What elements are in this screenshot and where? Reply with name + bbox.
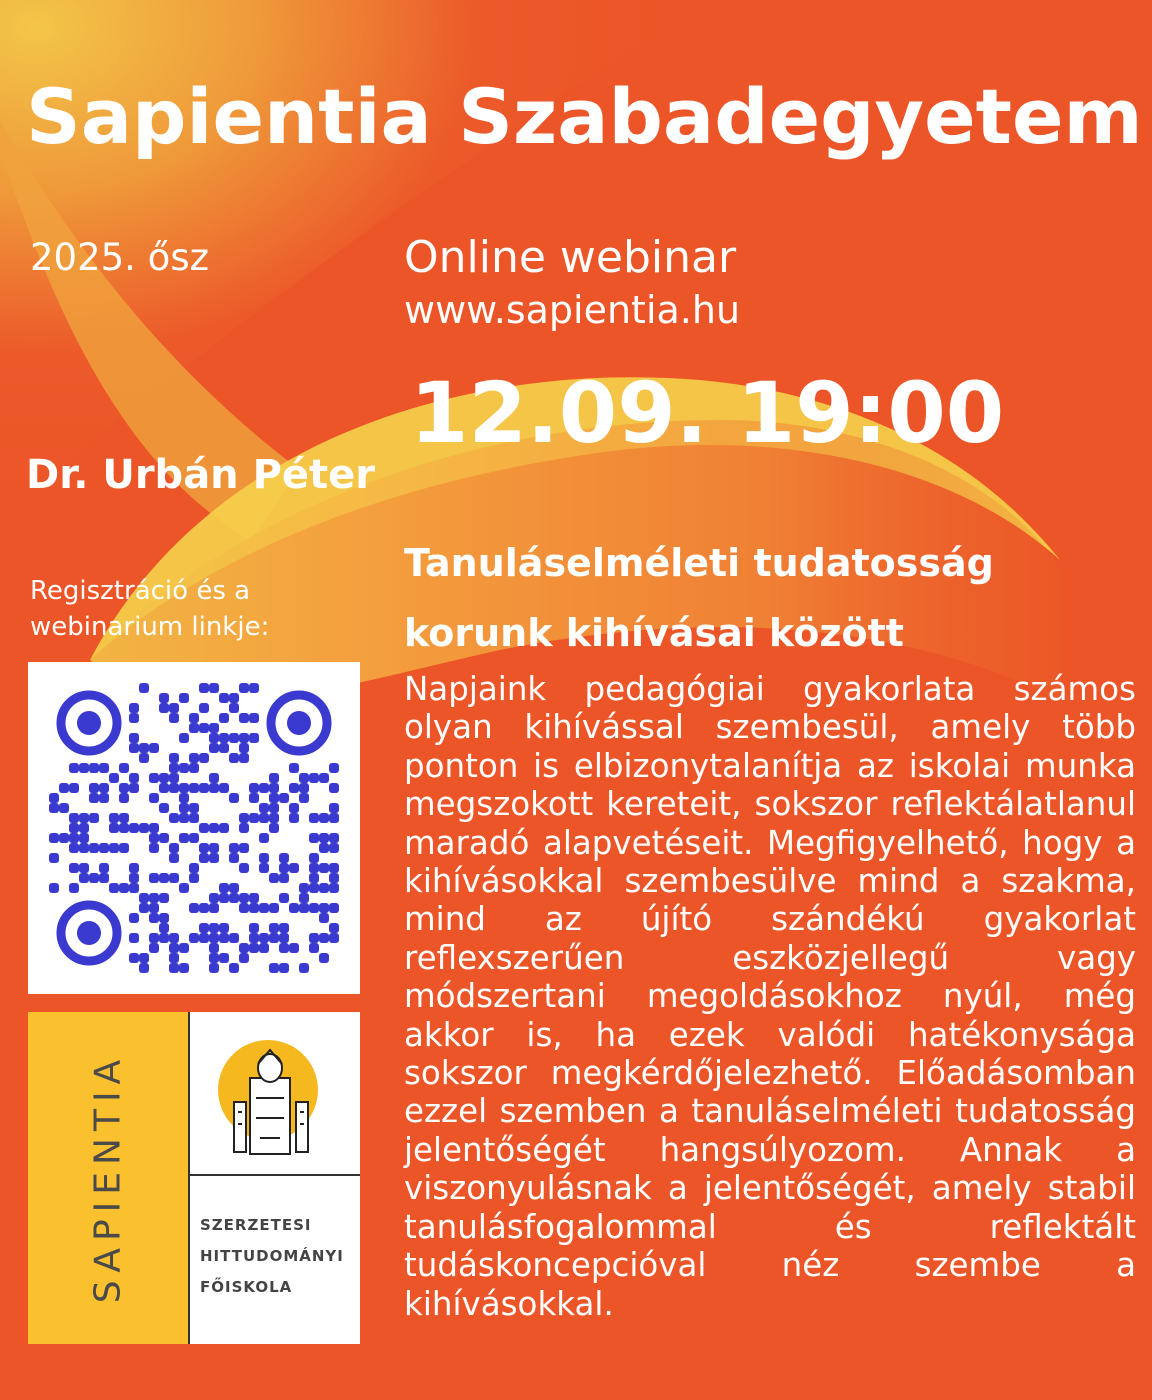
qr-module [99, 793, 109, 803]
qr-module [139, 743, 149, 753]
qr-module [219, 743, 229, 753]
qr-module [159, 913, 169, 923]
lecture-abstract: Napjaink pedagógiai gyakorlata számos olyan kihívással szembesül, amely több ponton is elbizonytalanítja az iskolai munka megszokott kereteit, sokszor reflektálatlanul maradó alapvetéseit. Megfigyelhető, hogy a kihívásokkal szembesülve mind a szakma, mind az újító szándékú gyakorlat reflexszerűen eszközjellegű vagy módszertani megoldásokhoz nyúl, még akkor is, ha ezek valódi hatékonysága sokszor megkérdőjelezhető. Előadásomban ezzel szemben a tanuláselméleti tudatosság jelentőségét hangsúlyozom. Annak a viszonyulásnak a jelentőségét, amely stabil tanulásfogalommal és reflektált tudáskoncepcióval néz szembe a kihívásokkal. [404, 670, 1136, 1323]
qr-module [229, 843, 239, 853]
event-format: Online webinar [404, 232, 737, 283]
qr-module [199, 823, 209, 833]
logo-divider-horizontal [188, 1174, 360, 1176]
qr-module [209, 843, 219, 853]
qr-module [209, 943, 219, 953]
qr-module [79, 763, 89, 773]
qr-module [69, 843, 79, 853]
qr-module [269, 873, 279, 883]
qr-module [229, 963, 239, 973]
page-title: Sapientia Szabadegyetem [26, 72, 1143, 161]
qr-module [159, 893, 169, 903]
qr-module [119, 823, 129, 833]
qr-module [329, 863, 339, 873]
qr-module [99, 843, 109, 853]
qr-module [99, 863, 109, 873]
qr-module [259, 863, 269, 873]
qr-module [179, 963, 189, 973]
qr-module [59, 803, 69, 813]
qr-module [189, 873, 199, 883]
qr-module [139, 893, 149, 903]
qr-module [49, 883, 59, 893]
qr-module [279, 863, 289, 873]
qr-module [189, 753, 199, 763]
speaker-name: Dr. Urbán Péter [26, 452, 376, 498]
website-link[interactable]: www.sapientia.hu [404, 288, 741, 332]
qr-module [159, 693, 169, 703]
qr-module [149, 843, 159, 853]
qr-module [319, 883, 329, 893]
qr-module [179, 943, 189, 953]
qr-module [249, 933, 259, 943]
qr-module [239, 713, 249, 723]
qr-module [139, 903, 149, 913]
qr-module [279, 873, 289, 883]
qr-module [89, 793, 99, 803]
qr-module [89, 843, 99, 853]
qr-module [209, 853, 219, 863]
qr-module [69, 863, 79, 873]
qr-module [209, 723, 219, 733]
qr-module [169, 853, 179, 863]
qr-module [239, 843, 249, 853]
qr-module [209, 773, 219, 783]
qr-module [109, 813, 119, 823]
saint-emblem-icon [216, 1028, 336, 1168]
qr-module [199, 923, 209, 933]
qr-module [199, 703, 209, 713]
qr-module [229, 693, 239, 703]
qr-module [169, 873, 179, 883]
qr-module [129, 823, 139, 833]
qr-module [129, 713, 139, 723]
qr-module [199, 843, 209, 853]
qr-module [189, 713, 199, 723]
qr-module [329, 933, 339, 943]
qr-module [279, 793, 289, 803]
qr-module [329, 903, 339, 913]
qr-module [89, 783, 99, 793]
qr-module [309, 873, 319, 883]
qr-module [319, 933, 329, 943]
qr-module [209, 683, 219, 693]
qr-module [49, 803, 59, 813]
qr-module [89, 763, 99, 773]
qr-module [269, 903, 279, 913]
qr-module [269, 783, 279, 793]
qr-module [209, 893, 219, 903]
qr-module [179, 833, 189, 843]
qr-module [259, 813, 269, 823]
qr-module [329, 803, 339, 813]
qr-module [169, 953, 179, 963]
qr-module [159, 923, 169, 933]
qr-module [169, 763, 179, 773]
qr-module [149, 823, 159, 833]
qr-module [129, 863, 139, 873]
qr-module [69, 763, 79, 773]
qr-module [299, 793, 309, 803]
qr-module [179, 813, 189, 823]
qr-module [79, 833, 89, 843]
qr-module [249, 813, 259, 823]
qr-module [289, 803, 299, 813]
qr-module [239, 683, 249, 693]
qr-module [209, 923, 219, 933]
qr-module [319, 863, 329, 873]
qr-module [219, 953, 229, 963]
logo-yellow-panel [28, 1012, 188, 1344]
qr-module [59, 833, 69, 843]
qr-module [159, 783, 169, 793]
qr-module [109, 823, 119, 833]
qr-module [179, 763, 189, 773]
qr-module [299, 903, 309, 913]
qr-module [239, 733, 249, 743]
qr-module [99, 873, 109, 883]
qr-module [89, 813, 99, 823]
qr-module [309, 883, 319, 893]
qr-module [179, 693, 189, 703]
qr-module [79, 813, 89, 823]
qr-module [229, 853, 239, 863]
semester-label: 2025. ősz [30, 236, 210, 279]
qr-module [179, 883, 189, 893]
qr-module [269, 823, 279, 833]
qr-module [169, 783, 179, 793]
qr-module [129, 933, 139, 943]
qr-module [209, 933, 219, 943]
qr-module [239, 943, 249, 953]
qr-module [259, 803, 269, 813]
qr-module [319, 903, 329, 913]
logo-divider [188, 1012, 190, 1344]
qr-module [309, 903, 319, 913]
qr-module [189, 783, 199, 793]
qr-module [309, 833, 319, 843]
qr-module [269, 963, 279, 973]
qr-module [49, 853, 59, 863]
qr-module [219, 823, 229, 833]
qr-module [309, 853, 319, 863]
qr-module [319, 843, 329, 853]
qr-module [169, 753, 179, 763]
qr-module [239, 753, 249, 763]
qr-module [179, 803, 189, 813]
qr-module [179, 733, 189, 743]
qr-module [289, 903, 299, 913]
qr-module [329, 883, 339, 893]
qr-module [239, 903, 249, 913]
qr-module [209, 783, 219, 793]
qr-module [329, 813, 339, 823]
qr-module [139, 963, 149, 973]
qr-module [269, 793, 279, 803]
qr-module [129, 743, 139, 753]
qr-module [189, 723, 199, 733]
qr-module [239, 953, 249, 963]
qr-module [309, 813, 319, 823]
qr-module [99, 763, 109, 773]
qr-module [199, 933, 209, 943]
qr-module [189, 933, 199, 943]
qr-module [239, 823, 249, 833]
qr-module [279, 923, 289, 933]
qr-module [159, 933, 169, 943]
qr-module [199, 723, 209, 733]
qr-module [219, 923, 229, 933]
qr-module [139, 683, 149, 693]
qr-module [319, 773, 329, 783]
qr-module [159, 703, 169, 713]
qr-module [279, 963, 289, 973]
qr-module [129, 883, 139, 893]
qr-module [169, 703, 179, 713]
qr-module [189, 803, 199, 813]
qr-module [229, 933, 239, 943]
qr-module [219, 733, 229, 743]
qr-module [249, 783, 259, 793]
qr-module [69, 823, 79, 833]
qr-module [69, 833, 79, 843]
qr-module [49, 793, 59, 803]
qr-module [329, 833, 339, 843]
qr-module [319, 953, 329, 963]
qr-module [49, 833, 59, 843]
qr-module [299, 883, 309, 893]
qr-module [129, 773, 139, 783]
qr-module [119, 763, 129, 773]
qr-module [239, 813, 249, 823]
qr-module [189, 903, 199, 913]
qr-module [129, 703, 139, 713]
qr-module [289, 763, 299, 773]
qr-module [129, 913, 139, 923]
qr-module [319, 913, 329, 923]
qr-module [209, 823, 219, 833]
qr-module [129, 953, 139, 963]
qr-module [229, 703, 239, 713]
qr-module [159, 803, 169, 813]
registration-text: Regisztráció és a webinarium linkje: [30, 576, 270, 642]
qr-module [199, 853, 209, 863]
qr-module [79, 843, 89, 853]
lecture-title: Tanuláselméleti tudatosság korunk kihívásai között [404, 541, 994, 655]
qr-module [329, 923, 339, 933]
qr-module [249, 683, 259, 693]
qr-module [259, 853, 269, 863]
qr-module [169, 963, 179, 973]
qr-module [299, 963, 309, 973]
qr-module [159, 833, 169, 843]
qr-module [229, 753, 239, 763]
qr-module [239, 863, 249, 873]
qr-module [209, 743, 219, 753]
qr-module [69, 813, 79, 823]
qr-module [129, 783, 139, 793]
qr-module [279, 853, 289, 863]
qr-module [279, 933, 289, 943]
qr-module [309, 943, 319, 953]
qr-module [109, 773, 119, 783]
qr-module [279, 943, 289, 953]
sapientia-logo [28, 1012, 360, 1344]
qr-module [169, 773, 179, 783]
qr-module [189, 763, 199, 773]
qr-module [69, 783, 79, 793]
qr-module [269, 813, 279, 823]
qr-code-icon [28, 662, 360, 994]
qr-module [119, 843, 129, 853]
qr-module [189, 813, 199, 823]
event-datetime: 12.09. 19:00 [410, 364, 1005, 462]
qr-module [289, 813, 299, 823]
qr-module [319, 833, 329, 843]
qr-module [329, 783, 339, 793]
qr-module [329, 763, 339, 773]
qr-module [269, 773, 279, 783]
qr-module [169, 813, 179, 823]
qr-module [229, 883, 239, 893]
qr-module [219, 783, 229, 793]
qr-module [269, 803, 279, 813]
qr-module [79, 863, 89, 873]
qr-module [139, 823, 149, 833]
qr-module [259, 903, 269, 913]
qr-module [299, 773, 309, 783]
qr-module [199, 783, 209, 793]
qr-module [169, 713, 179, 723]
qr-module [119, 883, 129, 893]
qr-module [149, 833, 159, 843]
qr-module [149, 903, 159, 913]
qr-module [299, 783, 309, 793]
qr-finder-pattern [61, 905, 117, 961]
qr-module [289, 943, 299, 953]
qr-finder-pattern [271, 695, 327, 751]
qr-module [219, 713, 229, 723]
qr-module [249, 943, 259, 953]
qr-module [219, 933, 229, 943]
qr-module [249, 903, 259, 913]
qr-module [299, 893, 309, 903]
qr-module [249, 893, 259, 903]
qr-module [249, 793, 259, 803]
qr-module [309, 863, 319, 873]
qr-module [199, 683, 209, 693]
qr-module [219, 693, 229, 703]
qr-module [149, 743, 159, 753]
qr-module [139, 753, 149, 763]
qr-module [79, 823, 89, 833]
qr-module [229, 733, 239, 743]
qr-module [119, 783, 129, 793]
qr-module [119, 813, 129, 823]
qr-module [129, 733, 139, 743]
qr-module [119, 793, 129, 803]
qr-module [309, 933, 319, 943]
qr-module [259, 933, 269, 943]
qr-module [89, 873, 99, 883]
qr-module [249, 713, 259, 723]
qr-module [309, 773, 319, 783]
qr-module [159, 873, 169, 883]
qr-module [259, 943, 269, 953]
qr-module [149, 913, 159, 923]
qr-module [219, 893, 229, 903]
qr-module [129, 873, 139, 883]
qr-module [279, 893, 289, 903]
qr-module [319, 813, 329, 823]
qr-module [169, 943, 179, 953]
qr-module [239, 743, 249, 753]
qr-module [149, 893, 159, 903]
qr-module [209, 963, 219, 973]
qr-module [329, 843, 339, 853]
qr-module [169, 933, 179, 943]
qr-module [189, 863, 199, 873]
qr-module [149, 793, 159, 803]
qr-module [269, 923, 279, 933]
qr-module [189, 833, 199, 843]
qr-module [179, 783, 189, 793]
logo-wordmark: SAPIENTIA [87, 1052, 129, 1304]
qr-module [99, 783, 109, 793]
qr-module [249, 923, 259, 933]
qr-module [209, 953, 219, 963]
qr-module [209, 733, 219, 743]
qr-module [139, 953, 149, 963]
qr-module [149, 773, 159, 783]
qr-module [109, 843, 119, 853]
qr-module [229, 893, 239, 903]
qr-module [239, 893, 249, 903]
qr-module [109, 883, 119, 893]
qr-finder-pattern [61, 695, 117, 751]
qr-module [249, 733, 259, 743]
qr-module [149, 933, 159, 943]
qr-module [259, 783, 269, 793]
logo-subtitle: SZERZETESI HITTUDOMÁNYI FŐISKOLA [200, 1216, 344, 1296]
qr-module [289, 863, 299, 873]
qr-module [159, 773, 169, 783]
qr-module [169, 843, 179, 853]
qr-module [289, 783, 299, 793]
qr-module [329, 873, 339, 883]
qr-module [219, 883, 229, 893]
qr-module [209, 903, 219, 913]
qr-module [79, 873, 89, 883]
qr-module [179, 793, 189, 803]
qr-module [69, 883, 79, 893]
qr-module [229, 793, 239, 803]
qr-module [199, 903, 209, 913]
qr-module [199, 753, 209, 763]
qr-module [59, 783, 69, 793]
qr-module [149, 873, 159, 883]
qr-module [149, 943, 159, 953]
qr-code[interactable] [28, 662, 360, 994]
qr-module [269, 933, 279, 943]
qr-module [259, 833, 269, 843]
